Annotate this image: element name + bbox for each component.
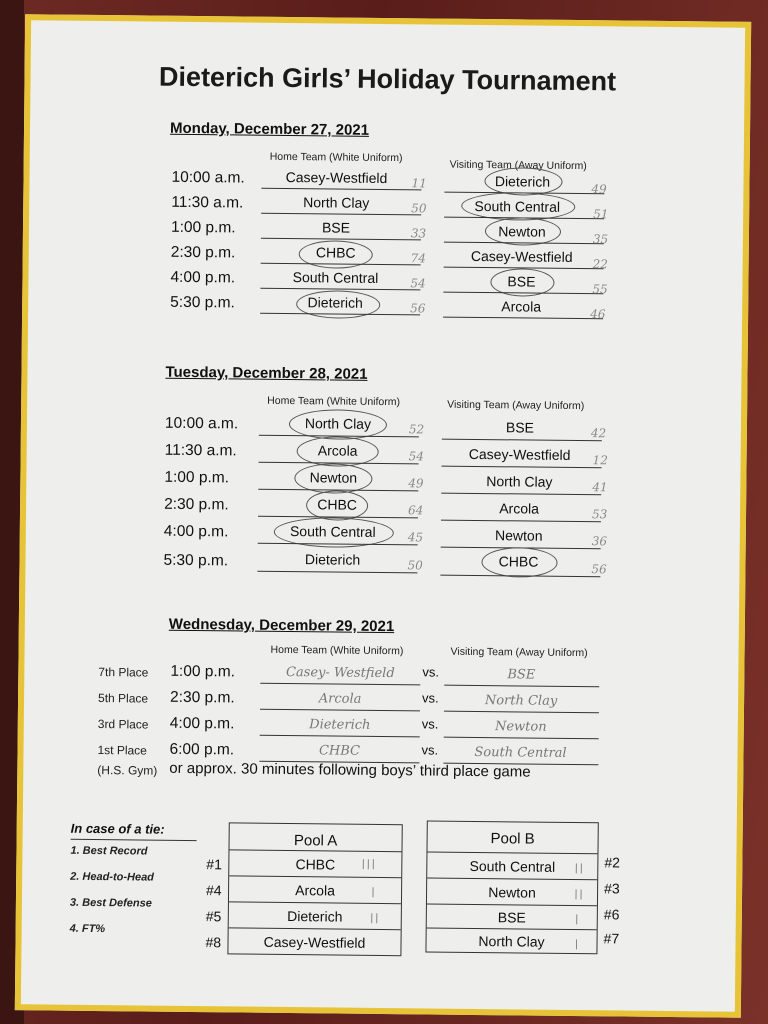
pool-row — [427, 851, 597, 879]
underline — [444, 737, 599, 740]
pool-row — [427, 903, 597, 929]
visiting-team: BSE — [505, 419, 535, 436]
game-time: 1:00 p.m. — [170, 218, 236, 237]
visiting-team: BSE — [507, 273, 536, 290]
visiting-team: North Clay — [484, 693, 558, 709]
game-time: 6:00 p.m. — [169, 740, 235, 759]
visiting-team: North Clay — [486, 473, 553, 490]
home-team: CHBC — [318, 743, 361, 759]
visiting-score: 42 — [590, 426, 607, 441]
visiting-score: 41 — [592, 480, 608, 495]
pool-team: South Central — [469, 857, 556, 875]
visiting-team: BSE — [507, 667, 536, 683]
game-time: 4:00 p.m. — [169, 714, 235, 733]
pool-b-table — [425, 820, 598, 954]
place-label: 7th Place — [98, 665, 149, 680]
pool-team: BSE — [497, 909, 526, 926]
underline — [444, 685, 599, 688]
home-score: 56 — [410, 301, 426, 316]
home-team: South Central — [289, 523, 376, 540]
seed-label: #5 — [205, 908, 222, 925]
game-time: 10:00 a.m. — [171, 168, 245, 187]
home-score: 33 — [410, 226, 427, 241]
underline — [260, 735, 420, 738]
home-score: 50 — [407, 558, 423, 573]
home-team: CHBC — [317, 496, 358, 513]
pool-row — [426, 927, 596, 954]
underline — [260, 709, 420, 712]
game-time: 5:30 p.m. — [170, 293, 235, 312]
home-score: 52 — [408, 422, 425, 437]
pool-team: Arcola — [295, 882, 336, 899]
win-tally: | — [573, 939, 579, 951]
visiting-team: Newton — [494, 527, 543, 544]
visiting-team: Arcola — [501, 298, 542, 315]
win-tally: || — [572, 889, 584, 901]
tiebreak-item: 3. Best Defense — [69, 896, 152, 910]
game-time: 5:30 p.m. — [163, 551, 229, 570]
seed-label: #4 — [205, 882, 222, 899]
home-team: BSE — [321, 219, 351, 236]
tiebreak-item: 4. FT% — [69, 922, 106, 936]
game-time: 4:00 p.m. — [163, 522, 229, 541]
pool-row — [229, 901, 401, 929]
vs-label: vs. — [422, 690, 439, 706]
seed-label: #8 — [205, 934, 222, 951]
visiting-score: 36 — [591, 534, 608, 549]
win-tally: ||| — [360, 858, 376, 870]
visiting-team-header: Visiting Team (Away Uniform) — [447, 398, 585, 413]
home-score: 54 — [408, 449, 424, 464]
game-time: 2:30 p.m. — [164, 495, 229, 514]
visiting-score: 51 — [593, 207, 609, 222]
home-score: 64 — [407, 503, 424, 518]
visiting-score: 56 — [591, 562, 607, 577]
home-team: Dieterich — [309, 717, 371, 733]
visiting-score: 12 — [592, 453, 608, 468]
visiting-score: 46 — [590, 307, 606, 322]
pool-a-table — [227, 822, 402, 956]
home-score: 11 — [411, 176, 427, 191]
home-score: 49 — [408, 476, 424, 491]
visiting-team: Dieterich — [494, 173, 551, 190]
visiting-team-header: Visiting Team (Away Uniform) — [449, 158, 587, 173]
visiting-team: Newton — [498, 223, 546, 240]
home-team: Dieterich — [304, 551, 361, 568]
underline — [443, 317, 603, 320]
visiting-score: 55 — [592, 282, 608, 297]
visiting-team: CHBC — [498, 553, 539, 570]
home-score: 50 — [411, 201, 427, 216]
vs-label: vs. — [422, 664, 440, 680]
visiting-score: 53 — [591, 507, 608, 522]
underline — [257, 571, 417, 574]
pool-team: North Clay — [478, 933, 545, 950]
pool-b-title: Pool B — [490, 830, 535, 848]
game-time: 11:30 a.m. — [171, 193, 244, 212]
underline — [261, 213, 421, 216]
visiting-team: South Central — [474, 744, 567, 761]
game-time: 10:00 a.m. — [164, 414, 239, 433]
home-team: North Clay — [303, 194, 370, 211]
visiting-team: Casey-Westfield — [470, 247, 573, 265]
pool-team: Casey-Westfield — [263, 933, 366, 951]
home-team: CHBC — [315, 244, 356, 261]
monday-heading: Monday, December 27, 2021 — [169, 119, 370, 139]
tiebreak-heading: In case of a tie: — [70, 820, 165, 837]
home-team: Casey-Westfield — [285, 168, 388, 187]
visiting-team: South Central — [474, 197, 561, 215]
gym-note: (H.S. Gym) — [97, 763, 158, 778]
underline — [442, 439, 602, 442]
home-score: 45 — [407, 530, 424, 545]
place-label: 1st Place — [97, 743, 147, 758]
home-team-header: Home Team (White Uniform) — [269, 150, 403, 165]
pool-row — [229, 875, 401, 903]
win-tally: | — [573, 914, 579, 926]
seed-label: #3 — [604, 880, 620, 897]
win-tally: | — [369, 886, 376, 898]
home-team: Dieterich — [307, 294, 363, 311]
home-team: Arcola — [317, 442, 358, 459]
pool-row — [427, 877, 597, 905]
page-title: Dieterich Girls’ Holiday Tournament — [158, 61, 617, 97]
pool-row — [228, 927, 400, 956]
pool-team: Newton — [488, 884, 536, 901]
place-label: 5th Place — [98, 691, 149, 706]
underline — [441, 493, 601, 496]
game-time: 11:30 a.m. — [164, 441, 237, 460]
home-team: Arcola — [318, 691, 362, 707]
game-time: 4:00 p.m. — [170, 268, 236, 287]
pool-a-title: Pool A — [293, 832, 338, 850]
place-label: 3rd Place — [97, 717, 149, 732]
home-team: North Clay — [304, 415, 372, 432]
visiting-score: 49 — [591, 182, 607, 197]
home-team-header: Home Team (White Uniform) — [270, 643, 404, 658]
underline — [260, 683, 420, 686]
tuesday-heading: Tuesday, December 28, 2021 — [165, 363, 368, 383]
home-team: Casey- Westfield — [285, 664, 395, 682]
seed-label: #2 — [604, 854, 621, 871]
underline — [444, 711, 599, 714]
home-score: 74 — [410, 251, 427, 266]
underline — [261, 188, 421, 191]
visiting-score: 35 — [592, 232, 609, 247]
visiting-team: Casey-Westfield — [468, 445, 571, 463]
home-score: 54 — [410, 276, 426, 291]
game-time: 1:00 p.m. — [170, 662, 236, 681]
home-team: South Central — [292, 269, 379, 286]
tiebreak-item: 2. Head-to-Head — [70, 870, 155, 884]
win-tally: || — [368, 912, 379, 924]
seed-label: #6 — [603, 906, 620, 923]
visiting-score: 22 — [592, 257, 609, 272]
seed-label: #7 — [603, 930, 620, 947]
tournament-sheet — [15, 14, 751, 1018]
seed-label: #1 — [206, 856, 223, 873]
pool-team: CHBC — [295, 856, 336, 873]
underline — [441, 520, 601, 523]
underline — [442, 466, 602, 469]
visiting-team: Newton — [494, 719, 547, 735]
visiting-team-header: Visiting Team (Away Uniform) — [450, 645, 588, 660]
visiting-team: Arcola — [499, 500, 540, 517]
home-team: Newton — [309, 469, 358, 486]
pool-team: Dieterich — [287, 908, 343, 925]
game-time: 2:30 p.m. — [170, 243, 236, 262]
final-game-note: or approx. 30 minutes following boys’ third place game — [169, 759, 531, 781]
underline — [71, 839, 197, 841]
home-team-header: Home Team (White Uniform) — [267, 394, 401, 409]
tiebreak-item: 1. Best Record — [70, 844, 148, 858]
wednesday-heading: Wednesday, December 29, 2021 — [168, 615, 395, 636]
game-time: 2:30 p.m. — [170, 688, 235, 707]
win-tally: || — [573, 863, 584, 875]
game-time: 1:00 p.m. — [164, 468, 230, 487]
vs-label: vs. — [421, 716, 439, 732]
vs-label: vs. — [421, 742, 439, 758]
pool-row — [229, 849, 401, 877]
